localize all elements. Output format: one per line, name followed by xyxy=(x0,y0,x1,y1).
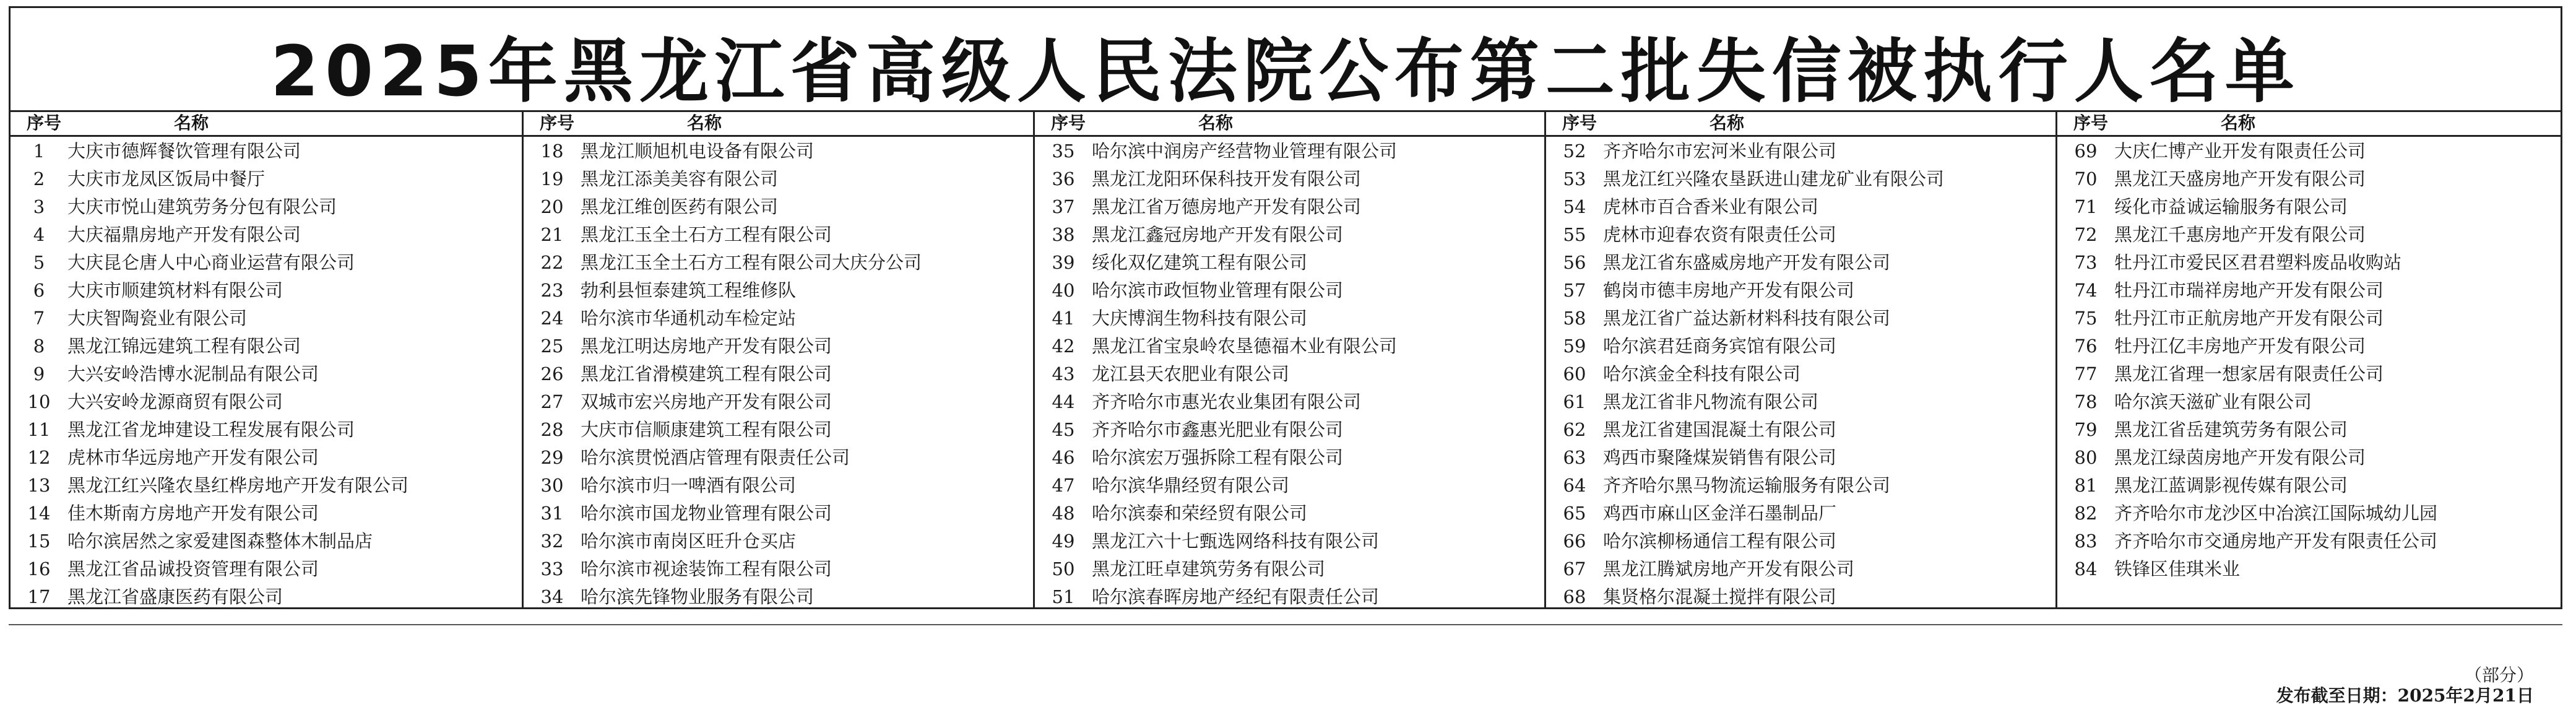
item-number: 48 xyxy=(1052,503,1075,524)
list-item xyxy=(1035,221,1546,249)
item-number: 19 xyxy=(540,168,564,189)
list-item xyxy=(524,193,1035,221)
item-number: 63 xyxy=(1563,447,1586,468)
list-item xyxy=(1546,305,2057,332)
item-number: 22 xyxy=(540,252,564,273)
item-name: 大庆市顺建筑材料有限公司 xyxy=(67,280,283,301)
item-number: 75 xyxy=(2074,308,2098,329)
list-item xyxy=(1546,193,2057,221)
list-column-3 xyxy=(1033,110,1546,609)
item-number: 52 xyxy=(1563,141,1586,162)
item-number: 8 xyxy=(33,336,45,357)
item-number: 53 xyxy=(1563,168,1586,189)
notice-title-bar xyxy=(11,19,2561,112)
list-item xyxy=(524,165,1035,193)
list-item xyxy=(11,249,522,277)
item-number: 36 xyxy=(1052,168,1075,189)
list-item xyxy=(1035,332,1546,360)
list-item xyxy=(524,555,1035,583)
item-number: 83 xyxy=(2074,531,2098,552)
list-item xyxy=(1546,332,2057,360)
item-name: 哈尔滨春晖房地产经纪有限责任公司 xyxy=(1092,586,1380,607)
list-item xyxy=(1035,416,1546,444)
item-number: 21 xyxy=(540,224,564,245)
item-number: 11 xyxy=(27,419,51,440)
column-rows xyxy=(1035,137,1546,611)
item-name: 牡丹江亿丰房地产开发有限公司 xyxy=(2114,336,2366,357)
item-name: 黑龙江维创医药有限公司 xyxy=(581,196,779,217)
item-name: 黑龙江省盛康医药有限公司 xyxy=(67,586,283,607)
item-name: 双城市宏兴房地产开发有限公司 xyxy=(581,391,832,412)
item-name: 黑龙江绿茵房地产开发有限公司 xyxy=(2114,447,2366,468)
column-header-name: 名称 xyxy=(1709,113,1745,133)
item-number: 40 xyxy=(1052,280,1075,301)
item-name: 虎林市百合香米业有限公司 xyxy=(1603,196,1819,217)
item-number: 74 xyxy=(2074,280,2098,301)
item-name: 大庆福鼎房地产开发有限公司 xyxy=(67,224,301,245)
item-number: 1 xyxy=(33,141,45,162)
item-name: 鹤岗市德丰房地产开发有限公司 xyxy=(1603,280,1855,301)
list-item xyxy=(1035,583,1546,611)
list-item xyxy=(11,583,522,611)
item-number: 35 xyxy=(1052,141,1075,162)
list-item xyxy=(2057,137,2562,165)
list-item xyxy=(11,416,522,444)
item-number: 47 xyxy=(1052,475,1075,496)
item-name: 大庆智陶瓷业有限公司 xyxy=(67,308,248,329)
column-header-no: 序号 xyxy=(1562,113,1597,133)
list-item xyxy=(1035,277,1546,305)
list-item xyxy=(11,360,522,388)
list-item xyxy=(1035,388,1546,416)
list-item xyxy=(1035,555,1546,583)
item-number: 57 xyxy=(1563,280,1586,301)
item-number: 17 xyxy=(27,586,51,607)
column-rows xyxy=(1546,137,2057,611)
list-item xyxy=(524,444,1035,472)
item-name: 黑龙江顺旭机电设备有限公司 xyxy=(581,141,815,162)
item-number: 38 xyxy=(1052,224,1075,245)
item-number: 80 xyxy=(2074,447,2098,468)
item-name: 哈尔滨天滋矿业有限公司 xyxy=(2114,391,2312,412)
list-item xyxy=(11,444,522,472)
list-item xyxy=(2057,444,2562,472)
item-name: 哈尔滨贯悦酒店管理有限责任公司 xyxy=(581,447,850,468)
column-header-no: 序号 xyxy=(540,113,575,133)
item-name: 龙江县天农肥业有限公司 xyxy=(1092,363,1290,384)
list-item xyxy=(1546,583,2057,611)
item-name: 虎林市迎春农资有限责任公司 xyxy=(1603,224,1837,245)
page-bottom-rule xyxy=(9,624,2562,625)
list-item xyxy=(11,221,522,249)
item-number: 12 xyxy=(27,447,51,468)
list-item xyxy=(2057,277,2562,305)
item-name: 黑龙江省龙坤建设工程发展有限公司 xyxy=(67,419,355,440)
list-item xyxy=(11,332,522,360)
item-number: 71 xyxy=(2074,196,2098,217)
item-name: 哈尔滨市国龙物业管理有限公司 xyxy=(581,503,832,524)
list-item xyxy=(11,277,522,305)
list-item xyxy=(1546,165,2057,193)
item-number: 23 xyxy=(540,280,564,301)
item-name: 齐齐哈尔市龙沙区中冶滨江国际城幼儿园 xyxy=(2114,503,2438,524)
item-name: 勃利县恒泰建筑工程维修队 xyxy=(581,280,797,301)
list-item xyxy=(11,137,522,165)
item-name: 牡丹江市瑞祥房地产开发有限公司 xyxy=(2114,280,2384,301)
item-name: 黑龙江省宝泉岭农垦德福木业有限公司 xyxy=(1092,336,1398,357)
list-item xyxy=(2057,555,2562,583)
column-header-no: 序号 xyxy=(1051,113,1086,133)
column-header-name: 名称 xyxy=(174,113,209,133)
item-number: 49 xyxy=(1052,531,1075,552)
list-item xyxy=(524,137,1035,165)
item-name: 佳木斯南方房地产开发有限公司 xyxy=(67,503,319,524)
item-name: 铁锋区佳琪米业 xyxy=(2114,558,2241,579)
list-item xyxy=(524,527,1035,555)
list-item xyxy=(1546,472,2057,500)
list-item xyxy=(11,555,522,583)
item-number: 34 xyxy=(540,586,564,607)
list-item xyxy=(1035,249,1546,277)
item-name: 哈尔滨君廷商务宾馆有限公司 xyxy=(1603,336,1837,357)
list-item xyxy=(11,305,522,332)
item-name: 黑龙江省东盛威房地产开发有限公司 xyxy=(1603,252,1891,273)
item-number: 84 xyxy=(2074,558,2098,579)
list-item xyxy=(1546,416,2057,444)
notice-title: 2025年黑龙江省高级人民法院公布第二批失信被执行人名单 xyxy=(270,31,2301,112)
item-number: 42 xyxy=(1052,336,1075,357)
item-name: 齐齐哈尔市交通房地产开发有限责任公司 xyxy=(2114,531,2438,552)
list-item xyxy=(1035,165,1546,193)
item-name: 齐齐哈尔市鑫惠光肥业有限公司 xyxy=(1092,419,1344,440)
item-number: 18 xyxy=(540,141,564,162)
list-item xyxy=(2057,165,2562,193)
item-number: 64 xyxy=(1563,475,1586,496)
item-name: 齐齐哈尔市惠光农业集团有限公司 xyxy=(1092,391,1362,412)
list-item xyxy=(1035,527,1546,555)
list-item xyxy=(2057,388,2562,416)
item-name: 大庆仁博产业开发有限责任公司 xyxy=(2114,141,2366,162)
list-item xyxy=(1035,137,1546,165)
column-rows xyxy=(524,137,1035,611)
column-rows xyxy=(2057,137,2562,583)
list-item xyxy=(524,221,1035,249)
item-name: 集贤格尔混凝土搅拌有限公司 xyxy=(1603,586,1837,607)
item-name: 黑龙江省广益达新材料科技有限公司 xyxy=(1603,308,1891,329)
item-number: 59 xyxy=(1563,336,1586,357)
item-name: 黑龙江玉全土石方工程有限公司大庆分公司 xyxy=(581,252,922,273)
list-item xyxy=(2057,360,2562,388)
item-number: 32 xyxy=(540,531,564,552)
item-name: 大庆市龙凤区饭局中餐厅 xyxy=(67,168,266,189)
list-item xyxy=(524,277,1035,305)
item-number: 29 xyxy=(540,447,564,468)
item-number: 43 xyxy=(1052,363,1075,384)
list-item xyxy=(1546,137,2057,165)
list-item xyxy=(524,305,1035,332)
list-item xyxy=(1546,444,2057,472)
item-name: 哈尔滨市华通机动车检定站 xyxy=(581,308,797,329)
list-item xyxy=(11,193,522,221)
list-item xyxy=(1035,193,1546,221)
list-item xyxy=(2057,221,2562,249)
item-name: 大庆市信顺康建筑工程有限公司 xyxy=(581,419,832,440)
item-name: 大庆昆仑唐人中心商业运营有限公司 xyxy=(67,252,355,273)
item-name: 牡丹江市正航房地产开发有限公司 xyxy=(2114,308,2384,329)
list-item xyxy=(1546,360,2057,388)
item-number: 55 xyxy=(1563,224,1586,245)
item-number: 27 xyxy=(540,391,564,412)
publication-date: 发布截至日期：2025年2月21日 xyxy=(2276,685,2534,706)
item-number: 62 xyxy=(1563,419,1586,440)
list-item xyxy=(524,332,1035,360)
column-header-name: 名称 xyxy=(1198,113,1234,133)
list-item xyxy=(1035,360,1546,388)
list-item xyxy=(524,472,1035,500)
item-number: 58 xyxy=(1563,308,1586,329)
item-name: 哈尔滨居然之家爱建图森整体木制品店 xyxy=(67,531,373,552)
item-number: 6 xyxy=(33,280,45,301)
item-number: 16 xyxy=(27,558,51,579)
list-column-2 xyxy=(522,110,1035,609)
list-item xyxy=(2057,416,2562,444)
item-number: 72 xyxy=(2074,224,2098,245)
item-name: 黑龙江省滑模建筑工程有限公司 xyxy=(581,363,832,384)
notice-frame xyxy=(9,6,2562,706)
item-number: 61 xyxy=(1563,391,1586,412)
list-item xyxy=(11,472,522,500)
column-header-no: 序号 xyxy=(2073,113,2109,133)
list-item xyxy=(1546,249,2057,277)
item-name: 黑龙江添美美容有限公司 xyxy=(581,168,779,189)
item-name: 黑龙江省非凡物流有限公司 xyxy=(1603,391,1819,412)
item-name: 鸡西市麻山区金洋石墨制品厂 xyxy=(1603,503,1837,524)
item-name: 哈尔滨先锋物业服务有限公司 xyxy=(581,586,815,607)
list-item xyxy=(524,388,1035,416)
item-name: 哈尔滨华鼎经贸有限公司 xyxy=(1092,475,1290,496)
item-number: 20 xyxy=(540,196,564,217)
column-header-name: 名称 xyxy=(2221,113,2256,133)
item-name: 绥化市益诚运输服务有限公司 xyxy=(2114,196,2348,217)
list-item xyxy=(1546,388,2057,416)
item-number: 3 xyxy=(33,196,45,217)
item-name: 鸡西市聚隆煤炭销售有限公司 xyxy=(1603,447,1837,468)
item-name: 黑龙江红兴隆农垦红桦房地产开发有限公司 xyxy=(67,475,409,496)
item-number: 50 xyxy=(1052,558,1075,579)
list-item xyxy=(1035,472,1546,500)
item-number: 9 xyxy=(33,363,45,384)
item-name: 黑龙江千惠房地产开发有限公司 xyxy=(2114,224,2366,245)
item-name: 黑龙江六十七甄选网络科技有限公司 xyxy=(1092,531,1380,552)
item-name: 哈尔滨市归一啤酒有限公司 xyxy=(581,475,797,496)
list-item xyxy=(1035,305,1546,332)
item-number: 10 xyxy=(27,391,51,412)
item-number: 46 xyxy=(1052,447,1075,468)
list-item xyxy=(2057,193,2562,221)
item-name: 黑龙江省品诚投资管理有限公司 xyxy=(67,558,319,579)
item-number: 82 xyxy=(2074,503,2098,524)
list-column-4 xyxy=(1544,110,2057,609)
item-name: 黑龙江蓝调影视传媒有限公司 xyxy=(2114,475,2348,496)
item-number: 13 xyxy=(27,475,51,496)
list-item xyxy=(1546,555,2057,583)
item-name: 哈尔滨中润房产经营物业管理有限公司 xyxy=(1092,141,1398,162)
list-item xyxy=(11,527,522,555)
item-number: 31 xyxy=(540,503,564,524)
column-header-no: 序号 xyxy=(27,113,62,133)
item-number: 68 xyxy=(1563,586,1586,607)
item-number: 66 xyxy=(1563,531,1586,552)
item-number: 76 xyxy=(2074,336,2098,357)
item-number: 77 xyxy=(2074,363,2098,384)
partial-list-note: （部分） xyxy=(2464,665,2534,685)
item-number: 67 xyxy=(1563,558,1586,579)
item-name: 大兴安岭浩博水泥制品有限公司 xyxy=(67,363,319,384)
item-name: 黑龙江天盛房地产开发有限公司 xyxy=(2114,168,2366,189)
item-name: 哈尔滨宏万强拆除工程有限公司 xyxy=(1092,447,1344,468)
item-number: 41 xyxy=(1052,308,1075,329)
item-number: 51 xyxy=(1052,586,1075,607)
item-number: 56 xyxy=(1563,252,1586,273)
item-name: 大庆市德辉餐饮管理有限公司 xyxy=(67,141,301,162)
item-name: 齐齐哈尔黑马物流运输服务有限公司 xyxy=(1603,475,1891,496)
item-name: 黑龙江腾斌房地产开发有限公司 xyxy=(1603,558,1855,579)
item-name: 哈尔滨柳杨通信工程有限公司 xyxy=(1603,531,1837,552)
list-item xyxy=(2057,472,2562,500)
list-item xyxy=(524,583,1035,611)
item-name: 黑龙江玉全土石方工程有限公司 xyxy=(581,224,832,245)
item-number: 81 xyxy=(2074,475,2098,496)
item-number: 60 xyxy=(1563,363,1586,384)
list-item xyxy=(11,165,522,193)
list-item xyxy=(1546,527,2057,555)
item-name: 黑龙江明达房地产开发有限公司 xyxy=(581,336,832,357)
item-number: 4 xyxy=(33,224,45,245)
list-item xyxy=(524,249,1035,277)
list-item xyxy=(1035,500,1546,527)
item-name: 黑龙江鑫冠房地产开发有限公司 xyxy=(1092,224,1344,245)
item-number: 44 xyxy=(1052,391,1075,412)
list-item xyxy=(1546,277,2057,305)
item-name: 齐齐哈尔市宏河米业有限公司 xyxy=(1603,141,1837,162)
list-item xyxy=(524,500,1035,527)
item-name: 哈尔滨市政恒物业管理有限公司 xyxy=(1092,280,1344,301)
column-header-name: 名称 xyxy=(687,113,722,133)
list-column-5 xyxy=(2055,110,2562,706)
item-name: 哈尔滨泰和荣经贸有限公司 xyxy=(1092,503,1308,524)
item-name: 大庆博润生物科技有限公司 xyxy=(1092,308,1308,329)
item-name: 黑龙江省岳建筑劳务有限公司 xyxy=(2114,419,2348,440)
column-rows xyxy=(11,137,522,611)
item-name: 哈尔滨金全科技有限公司 xyxy=(1603,363,1801,384)
item-name: 黑龙江省建国混凝土有限公司 xyxy=(1603,419,1837,440)
item-number: 24 xyxy=(540,308,564,329)
item-number: 78 xyxy=(2074,391,2098,412)
list-item xyxy=(2057,332,2562,360)
list-item xyxy=(524,416,1035,444)
item-number: 45 xyxy=(1052,419,1075,440)
list-item xyxy=(11,388,522,416)
item-number: 5 xyxy=(33,252,45,273)
item-number: 7 xyxy=(33,308,45,329)
item-number: 39 xyxy=(1052,252,1075,273)
list-item xyxy=(2057,500,2562,527)
item-number: 28 xyxy=(540,419,564,440)
item-number: 69 xyxy=(2074,141,2098,162)
item-name: 大兴安岭龙源商贸有限公司 xyxy=(67,391,283,412)
list-item xyxy=(2057,305,2562,332)
list-column-1 xyxy=(11,110,522,609)
item-name: 大庆市悦山建筑劳务分包有限公司 xyxy=(67,196,337,217)
item-name: 黑龙江红兴隆农垦跃进山建龙矿业有限公司 xyxy=(1603,168,1945,189)
item-number: 2 xyxy=(33,168,45,189)
item-name: 黑龙江龙阳环保科技开发有限公司 xyxy=(1092,168,1362,189)
item-number: 65 xyxy=(1563,503,1586,524)
item-number: 30 xyxy=(540,475,564,496)
list-item xyxy=(1546,500,2057,527)
list-item xyxy=(524,360,1035,388)
list-item xyxy=(11,500,522,527)
item-number: 70 xyxy=(2074,168,2098,189)
list-item xyxy=(1035,444,1546,472)
item-number: 73 xyxy=(2074,252,2098,273)
item-name: 牡丹江市爱民区君君塑料废品收购站 xyxy=(2114,252,2402,273)
item-number: 26 xyxy=(540,363,564,384)
item-number: 33 xyxy=(540,558,564,579)
item-name: 黑龙江锦远建筑工程有限公司 xyxy=(67,336,301,357)
list-item xyxy=(2057,249,2562,277)
list-item xyxy=(2057,527,2562,555)
item-name: 虎林市华远房地产开发有限公司 xyxy=(67,447,319,468)
item-name: 哈尔滨市南岗区旺升仓买店 xyxy=(581,531,797,552)
item-number: 37 xyxy=(1052,196,1075,217)
item-number: 14 xyxy=(27,503,51,524)
item-number: 25 xyxy=(540,336,564,357)
item-name: 黑龙江省理一想家居有限责任公司 xyxy=(2114,363,2384,384)
item-number: 15 xyxy=(27,531,51,552)
item-number: 54 xyxy=(1563,196,1586,217)
item-name: 黑龙江旺卓建筑劳务有限公司 xyxy=(1092,558,1326,579)
list-item xyxy=(1546,221,2057,249)
item-name: 哈尔滨市视途装饰工程有限公司 xyxy=(581,558,832,579)
item-name: 黑龙江省万德房地产开发有限公司 xyxy=(1092,196,1362,217)
item-name: 绥化双亿建筑工程有限公司 xyxy=(1092,252,1308,273)
item-number: 79 xyxy=(2074,419,2098,440)
